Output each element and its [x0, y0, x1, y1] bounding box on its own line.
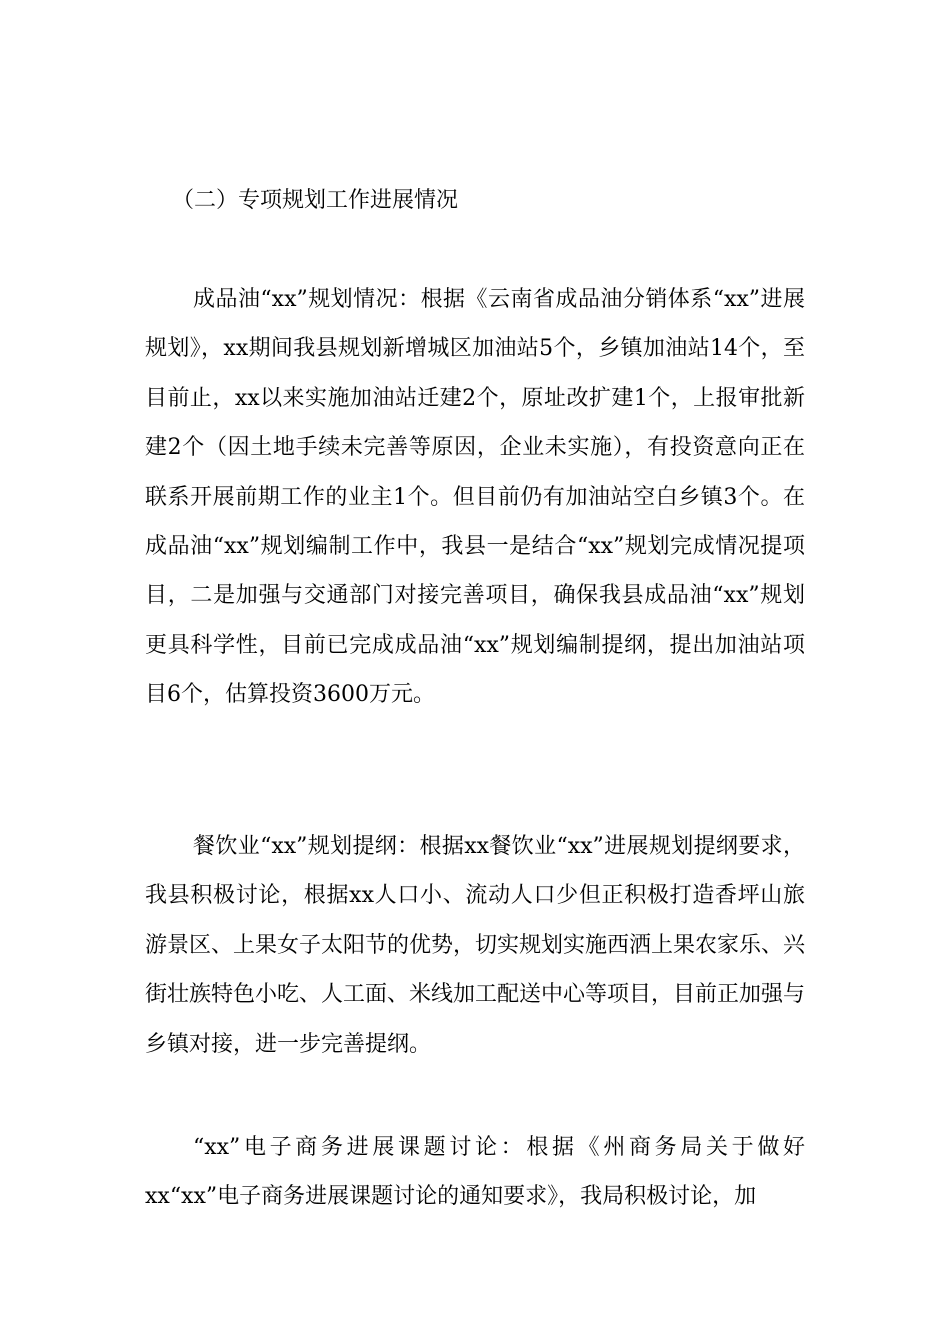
paragraph-catering-plan: 餐饮业“xx”规划提纲：根据xx餐饮业“xx”进展规划提纲要求，我县积极讨论，根据xx人口小、流动人口少但正积极打造香坪山旅游景区、上果女子太阳节的优势，切实规划实施西洒上果农家乐、兴街壮族特色小吃、人工面、米线加工配送中心等项目，目前正加强与乡镇对接，进一步完善提纲。 — [145, 834, 806, 1057]
paragraph-ecommerce-research: “xx”电子商务进展课题讨论：根据《州商务局关于做好xx“xx”电子商务进展课题讨论的通知要求》，我局积极讨论，加 — [145, 1135, 805, 1210]
section-heading: （二）专项规划工作进展情况 — [172, 188, 459, 213]
paragraph-refined-oil-plan: 成品油“xx”规划情况：根据《云南省成品油分销体系“xx”进展规划》，xx期间我县规划新增城区加油站5个，乡镇加油站14个，至目前止，xx以来实施加油站迁建2个，原址改扩建1个，上报审批新建2个（因土地手续未完善等原因，企业未实施），有投资意向正在联系开展前期工作的业主1个。但目前仍有加油站空白乡镇3个。在成品油“xx”规划编制工作中，我县一是结合“xx”规划完成情况提项目，二是加强与交通部门对接完善项目，确保我县成品油“xx”规划更具科学性，目前已完成成品油“xx”规划编制提纲，提出加油站项目6个，估算投资3600万元。 — [145, 287, 805, 708]
